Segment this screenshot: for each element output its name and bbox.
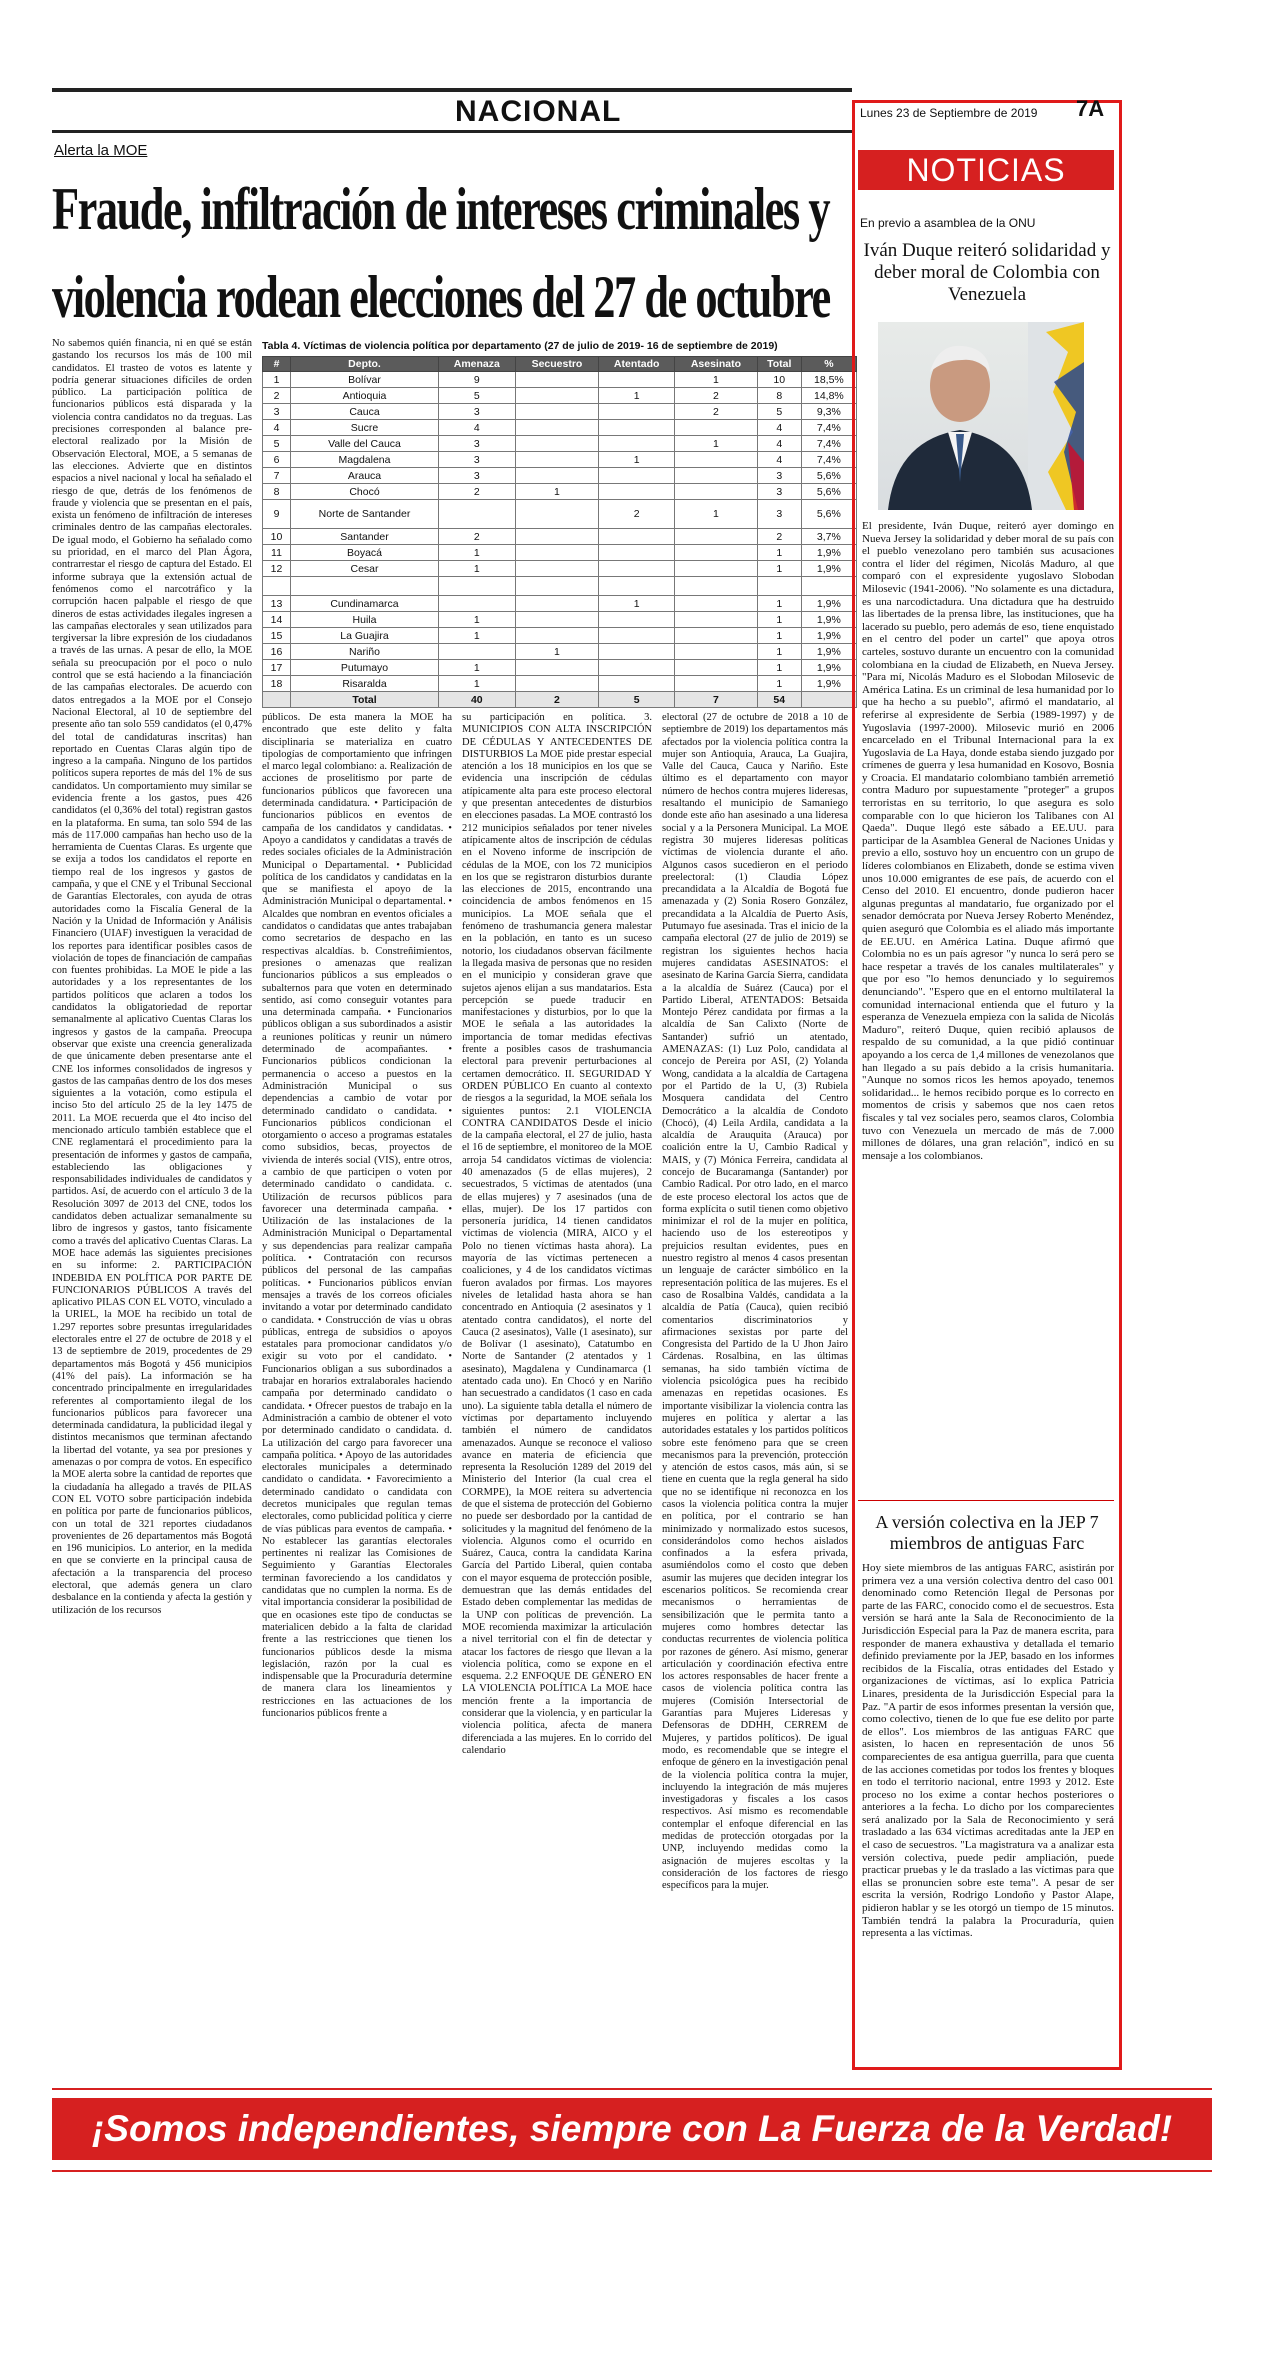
table-cell: 2	[599, 500, 675, 529]
table-cell: 1	[757, 596, 801, 612]
table-cell: 5	[438, 388, 515, 404]
table-cell	[675, 452, 758, 468]
table-cell: 1	[757, 660, 801, 676]
table-cell	[599, 545, 675, 561]
table-row	[263, 468, 857, 484]
table-cell: 1,9%	[801, 676, 856, 692]
table-cell: 14	[263, 612, 291, 628]
table-row	[263, 372, 857, 388]
sidebar-title: NOTICIAS	[858, 150, 1114, 190]
table-cell	[675, 612, 758, 628]
table-cell: Arauca	[291, 468, 439, 484]
table-cell	[438, 644, 515, 660]
table-total-cell	[801, 692, 856, 708]
table-cell: 5,6%	[801, 468, 856, 484]
table-total-cell: 5	[599, 692, 675, 708]
article-column-3	[462, 712, 652, 2082]
table-cell: 3	[757, 500, 801, 529]
table-cell	[675, 545, 758, 561]
table-total-cell: 7	[675, 692, 758, 708]
sidebar-body-2-text: Hoy siete miembros de las antiguas FARC, asistirán por primera vez a una versión colectiva dentro del caso 001 denominado como Retención Ilegal de Personas por parte de las FARC, conocido como el de secuestros. Esta versión se hará ante la Sala de Reconocimiento de la Jurisdicción Especial para la Paz de manera escrita, para responder de manera exhaustiva y detallada el temario definido previamente por la JEP, basado en los informes recibidos de la Fiscalía, otras entidades del Estado y organizaciones de víctimas, así lo explica Patricia Linares, presidenta de la Jurisdicción Especial para la Paz. "A partir de esos informes presentan la versión que, como colectivo, tienen de lo que fue ese delito por parte de ellos". Los miembros de las antiguas FARC que asisten, lo hacen en representación de unos 56 comparecientes de esa antigua guerrilla, para que cuenta de las acciones cometidas por todos los frentes y bloques en todo el territorio nacional, entre 1993 y 2012. Este proceso no los exime a contar hechos posteriores o anteriores a la fecha. Lo dicho por los comparecientes será analizado por la Sala de Reconocimiento y será trasladado a las 634 víctimas acreditadas ante la JEP en el caso de secuestros. "La magistratura va a analizar esta versión colectiva, puede pedir ampliación, puede practicar pruebas y le da traslado a las víctimas para que ellas se pronuncien sobre este tema". A pesar de ser escrita la versión, Rodrigo Londoño y Pastor Alape, pidieron hablar y se les otorgó un tiempo de 15 minutos. También tendrá la palabra la Procuraduría, quien representa a las víctimas.	[862, 1562, 1114, 1940]
table-cell	[599, 529, 675, 545]
page-date: Lunes 23 de Septiembre de 2019	[860, 106, 1038, 120]
table-cell: 11	[263, 545, 291, 561]
table-cell: 7	[263, 468, 291, 484]
table-cell: 1	[599, 596, 675, 612]
portrait-image	[878, 322, 1084, 510]
table-cell: Putumayo	[291, 660, 439, 676]
duque-photo	[878, 322, 1084, 510]
table-cell: 2	[438, 529, 515, 545]
section-title: NACIONAL	[455, 95, 622, 128]
table-header-cell: %	[801, 357, 856, 372]
table-cell	[515, 500, 599, 529]
table-header-cell: #	[263, 357, 291, 372]
table-cell	[515, 596, 599, 612]
table-cell: 8	[757, 388, 801, 404]
table-cell	[438, 500, 515, 529]
sidebar-body-text: El presidente, Iván Duque, reiteró ayer domingo en Nueva Jersey la solidaridad y deber moral de su país con el pueblo venezolano pero también sus acusaciones contra el líder del régimen, Nicolás Maduro, al que comparó con el expresidente yugoslavo Slobodan Milosevic (1941-2006). "No solamente es una dictadura, es una narcodictadura. Una dictadura que ha destruido las libertades de la prensa libre, las instituciones, que ha lacerado su pueblo, pero además de eso, tiene enquistado en el centro del poder un cartel" que apoya otros carteles, sostuvo durante un encuentro con la comunidad colombiana en la ciudad de Elizabeth, en Nueva Jersey. "Para mí, Nicolás Maduro es el Slobodan Milosevic de América Latina. Es un criminal de lesa humanidad por lo que ha hecho a su pueblo", afirmó el mandatario, al referirse al expresidente de Serbia (1989-1997) y de Yugoslavia (1997-2000). Milosevic murió en 2006 encarcelado en el Tribunal Internacional para la ex Yugoslavia de La Haya, donde estaba siendo juzgado por crímenes de guerra y lesa humanidad en Kosovo, Bosnia y Croacia. El mandatario colombiano también arremetió contra Maduro por supuestamente "proteger" a grupos terroristas en su territorio, lo que asegura es solo comparable con lo que hicieron los Talibanes con Al Qaeda". Duque llegó este sábado a EE.UU. para participar de la Asamblea General de Naciones Unidas y previo a ello, sostuvo hoy un encuentro con un grupo de líderes colombianos en Elizabeth, donde se estima viven unos 10.000 emigrantes de ese país, de acuerdo con el Censo del 2010. El encuentro, donde pudieron hacer algunas preguntas al mandatario, fue organizado por el senador demócrata por Nueva Jersey Roberto Menéndez, quien aseguró que Colombia es el aliado más importante de EE.UU. en América Latina. Duque afirmó que Colombia no es un país agresor "y nunca lo será pero se hace respetar a través de los canales multilaterales" y que por eso "lo hemos denunciado y lo seguiremos denunciando". "Espero que en el entorno multilateral la comunidad internacional entienda que el futuro y la esperanza de Venezuela empieza con la salida de Nicolás Maduro", reiteró Duque, quien recibió aplausos de respaldo de su comunidad, a la que pidió continuar apoyando a los cerca de 1,4 millones de venezolanos que han llegado a su país debido a la crisis humanitaria. "Aunque no somos ricos les hemos apoyado, tenemos solidaridad... le hemos recibido porque es lo correcto en momentos de crisis y sabemos que nos caen retos fiscales y tal vez sociales pero, seamos claros, Colombia tuvo con Venezuela un mercado de más de 7.000 millones de dólares, una gran relación", indicó en su mensaje a los colombianos.	[862, 520, 1114, 1162]
table-cell	[599, 644, 675, 660]
table-cell	[675, 529, 758, 545]
table-cell	[599, 372, 675, 388]
table-cell: 1	[515, 644, 599, 660]
table-cell: 6	[263, 452, 291, 468]
table-total-cell: 2	[515, 692, 599, 708]
table-cell: 3	[757, 468, 801, 484]
table-cell: 9,3%	[801, 404, 856, 420]
table-cell	[515, 372, 599, 388]
table-cell: 1	[757, 644, 801, 660]
table-cell: Norte de Santander	[291, 500, 439, 529]
table-cell: 4	[757, 420, 801, 436]
page-number: 7A	[1076, 96, 1105, 121]
table-cell: 12	[263, 561, 291, 577]
table-cell	[599, 676, 675, 692]
table-cell	[291, 577, 439, 596]
table-header-cell: Secuestro	[515, 357, 599, 372]
table-cell	[515, 545, 599, 561]
article-column-2	[262, 712, 452, 2082]
table-cell	[515, 388, 599, 404]
table-cell: 2	[263, 388, 291, 404]
table-cell: 7,4%	[801, 420, 856, 436]
table-cell: 1	[438, 676, 515, 692]
table-cell: Chocó	[291, 484, 439, 500]
table-cell: 1	[599, 388, 675, 404]
table-cell	[675, 628, 758, 644]
top-rule	[52, 88, 852, 92]
table-cell	[675, 644, 758, 660]
table-cell: 4	[263, 420, 291, 436]
table-cell: 1,9%	[801, 561, 856, 577]
table-row	[263, 420, 857, 436]
table-cell: 1	[757, 676, 801, 692]
table-cell: 5	[757, 404, 801, 420]
table-cell: Huila	[291, 612, 439, 628]
table-cell	[599, 628, 675, 644]
table-cell: Santander	[291, 529, 439, 545]
table-total-cell: 40	[438, 692, 515, 708]
table-cell: 3	[757, 484, 801, 500]
table-cell	[675, 676, 758, 692]
sidebar-article-2-body	[862, 1562, 1114, 2057]
table-cell: 1,9%	[801, 628, 856, 644]
table-cell	[599, 561, 675, 577]
table-cell: Antioquia	[291, 388, 439, 404]
table-cell: 1,9%	[801, 545, 856, 561]
table-row	[263, 452, 857, 468]
table-row	[263, 404, 857, 420]
table-cell: 3	[263, 404, 291, 420]
table-row	[263, 500, 857, 529]
banner-rule-bottom	[52, 2170, 1212, 2172]
table-cell: 1	[599, 452, 675, 468]
table-cell: 1,9%	[801, 612, 856, 628]
table-cell: 1,9%	[801, 644, 856, 660]
table-cell: 4	[757, 452, 801, 468]
column-3-text: su participación en política. 3. MUNICIPIOS CON ALTA INSCRIPCIÓN DE CÉDULAS Y ANTECEDENTES DE DISTURBIOS La MOE pide prestar especial atención a los 18 municipios en los que se evidencia una inscripción de cédulas atípicamente alta para este proceso electoral y que presentan antecedentes de disturbios en elecciones pasadas. La MOE contrastó los 212 municipios señalados por tener niveles atípicamente altos de inscripción de cédulas en el Noveno informe de inscripción de cédulas de la MOE, con los 72 municipios en los que se registraron disturbios durante las elecciones de 2015, encontrando una coincidencia de ambos fenómenos en 15 municipios. La MOE señala que el fenómeno de trashumancia genera malestar en la población, en tanto es un suceso notorio, los ciudadanos observan fácilmente la llegada masiva de personas que no residen en el municipio y consideran grave que sujetos ajenos elijan a sus mandatarios. Esta percepción se puede traducir en manifestaciones y disturbios, por lo que la MOE le señala a las autoridades la importancia de tomar medidas efectivas frente a posibles casos de trashumancia electoral para prevenir perturbaciones al certamen democrático. II. SEGURIDAD Y ORDEN PÚBLICO En cuanto al contexto de riesgos a la seguridad, la MOE señala los siguientes puntos: 2.1 VIOLENCIA CONTRA CANDIDATOS Desde el inicio de la campaña electoral, el 27 de julio, hasta el 16 de septiembre, el monitoreo de la MOE arroja 54 candidatos víctimas de violencia: 40 amenazados (5 de ellas mujeres), 2 secuestrados, 5 víctimas de atentados (una de ellas mujeres) y 7 asesinados (una de ellas, mujer). De los 17 partidos con personería jurídica, 14 tienen candidatos víctimas de violencia (MIRA, AICO y el Polo no tienen víctimas hasta ahora). La mayoría de las víctimas pertenecen a coaliciones, y 4 de los candidatos víctimas fueron avalados por firmas. Los mayores niveles de letalidad hasta ahora se han concentrado en Antioquia (2 asesinatos y 1 atentado contra candidatos), el norte del Cauca (2 asesinatos), Valle (1 asesinato), sur de Bolívar (1 asesinato), Catatumbo en Norte de Santander (2 atentados y 1 asesinato), Magdalena y Cundinamarca (1 atentado cada uno). En Chocó y en Nariño han secuestrado a candidatos (1 caso en cada uno). La siguiente tabla detalla el número de víctimas por departamento incluyendo también el número de candidatos amenazados. Aunque se reconoce el valioso avance en materia de eficiencia que representa la Resolución 1289 del 2019 del Ministerio del Interior (la cual crea el CORMPE), la MOE reitera su advertencia de que el sistema de protección del Gobierno no puede ser desbordado por la cantidad de solicitudes y la magnitud del fenómeno de la violencia. Algunos como el ocurrido en Suárez, Cauca, contra la candidata Karina García del Partido Liberal, quien contaba con el mayor esquema de protección posible, demuestran que las demás entidades del Estado deben complementar las medidas de la UNP con políticas de prevención. La MOE recomienda maximizar la articulación a nivel territorial con el fin de detectar y atacar los factores de riesgo que llevan a la violencia política, como se expone en el esquema. 2.2 ENFOQUE DE GÉNERO EN LA VIOLENCIA POLÍTICA La MOE hace mención frente a la importancia de considerar que la violencia, y en particular la violencia política, afecta de manera diferenciada a las mujeres. En lo corrido del calendario	[462, 712, 652, 1756]
table-cell: Valle del Cauca	[291, 436, 439, 452]
table-cell	[515, 676, 599, 692]
table-row	[263, 660, 857, 676]
table-row	[263, 596, 857, 612]
sidebar-divider	[858, 1500, 1114, 1501]
table-cell	[675, 660, 758, 676]
table-cell: 1	[438, 545, 515, 561]
table-row	[263, 388, 857, 404]
column-2-text: públicos. De esta manera la MOE ha encontrado que este delito y falta disciplinaria se materializa en cuatro tipologías de comportamiento que infringen el marco legal colombiano: a. Realización de acciones de proselitismo por parte de funcionarios públicos que favorecen una determinada candidatura. • Participación de funcionarios públicos en eventos de campaña de los candidatos y candidatas. • Apoyo a candidatos y candidatas a través de redes sociales oficiales de la Administración Municipal o Departamental. • Publicidad política de los candidatos y candidatas en la que se manifiesta el apoyo de la Administración Municipal o departamental. • Alcaldes que nombran en eventos oficiales a candidatos o candidatas que antes trabajaban como secretarios de despacho en las respectivas alcaldías. b. Constreñimientos, presiones o amenazas que realizan funcionarios públicos a sus empleados o subalternos para que voten en determinado sentido, así como conseguir votantes para una determinada campaña. • Funcionarios públicos obligan a sus subordinados a asistir a reuniones políticas y reunir un número determinado de acompañantes. • Funcionarios públicos condicionan la permanencia o acceso a puestos en la Administración Municipal o sus dependencias a cambio de votar por determinado candidato o candidata. • Funcionarios públicos condicionan el otorgamiento o acceso a programas estatales como subsidios, becas, proyectos de vivienda de interés social (VIS), entre otros, a cambio de que participen o voten por determinado candidato o candidata. c. Utilización de recursos públicos para favorecer una determinada campaña. • Utilización de las instalaciones de la Administración Municipal o Departamental y sus dependencias para realizar campaña política. • Contratación con recursos públicos del personal de las campañas políticas. • Funcionarios públicos envían mensajes a través de los correos oficiales invitando a votar por determinado candidato o candidata. • Construcción de vías u obras públicas, entrega de subsidios o apoyos estatales para promocionar candidatos y/o exigir su voto por el candidato. • Funcionarios obligan a sus subordinados a trabajar en horarios extralaborales haciendo campaña por determinado candidato o candidata. • Ofrecer puestos de trabajo en la Administración a cambio de obtener el voto por determinado candidato o candidata. d. La utilización del cargo para favorecer una campaña política. • Apoyo de las autoridades electorales municipales a determinado candidato o candidata. • Favorecimiento a determinado candidato o candidata con decretos municipales que regulan temas electorales, como publicidad política y cierre de vías públicas para eventos de campaña. • No establecer las garantías electorales pertinentes ni realizar las Comisiones de Seguimiento y Garantías Electorales terminan favoreciendo a los candidatos y candidatas que no cumplen la norma. Es de vital importancia considerar la posibilidad de que en ocasiones este tipo de conductas se materialicen debido a la falta de claridad frente a las restricciones que tienen los funcionarios públicos desde la misma legislación, razón por la cual es indispensable que la Procuraduría determine de manera clara los lineamientos y restricciones en las actuaciones de los funcionarios públicos frente a	[262, 712, 452, 1720]
table-cell: 1	[438, 660, 515, 676]
sidebar-kicker: En previo a asamblea de la ONU	[860, 216, 1036, 230]
table-cell	[515, 561, 599, 577]
table-cell: 17	[263, 660, 291, 676]
column-4-text: electoral (27 de octubre de 2018 a 10 de septiembre de 2019) los departamentos más afectados por la violencia política contra la mujer son Antioquia, Arauca, La Guajira, Valle del Cauca, Cauca y Nariño. Este último es el departamento con mayor número de hechos contra mujeres lideresas, resaltando el municipio de Samaniego donde este año han asesinado a una lideresa social y a la Personera Municipal. La MOE registra 30 mujeres lideresas políticas víctimas de violencia durante el año. Algunos casos sucedieron en el periodo preelectoral: (1) Claudia López precandidata a la Alcaldía de Bogotá fue amenazada y (2) Sonia Rosero González, precandidata a la Alcaldía de Puerto Asís, Putumayo fue asesinada. Tras el inicio de la campaña electoral (27 de julio de 2019) se registran los siguientes hechos hacia mujeres candidatas ASESINATOS: el asesinato de Karina García Sierra, candidata a la alcaldía de Suárez (Cauca) por el Partido Liberal, ATENTADOS: Betsaida Montejo Pérez candidata por firmas a la alcaldía de San Calixto (Norte de Santander) sufrió un atentado, AMENAZAS: (1) Luz Polo, candidata al concejo de Pereira por ASI, (2) Yolanda Wong, candidata a la alcaldía de Cartagena por el Partido de la U, (3) Rubiela Mosquera candidata del Centro Democrático a la alcaldía de Condoto (Chocó), (4) Leila Ardila, candidata a la alcaldía de Arauquita (Arauca) por coalición entre la U, Cambio Radical y MAIS, y (7) Mónica Ferreira, candidata al concejo de Bucaramanga (Santander) por Cambio Radical. Por otro lado, en el marco de este proceso electoral los actos que de forma explícita o sutil tienen como objetivo minimizar el rol de la mujer en política, haciendo uso de los estereotipos y prejuicios resultan evidentes, pues en nuestro registro al menos 4 casos presentan un lenguaje de carácter simbólico en la representación política de las mujeres. Es el caso de Rosalbina Valdés, candidata a la alcaldía de Patía (Cauca), quien recibió comentarios discriminatorios y afirmaciones sexistas por parte del Congresista del Partido de la U Jhon Jairo Cárdenas. Rosalbina, en las últimas semanas, ha sido también víctima de violencia psicológica pues ha recibido amenazas en repetidas ocasiones. Es importante visibilizar la violencia contra las mujeres en política y alertar a las autoridades estatales y los partidos políticos sobre este fenómeno para que se creen mecanismos para la prevención, protección y atención de estos casos, más aún, si se tiene en cuenta que la regla general ha sido que no se identifique ni reconozca en los casos la violencia política contra la mujer en política, por el contrario se han minimizado y normalizado estos sucesos, considerándolos como hechos aislados confinados a la esfera privada, asumiéndolos como el costo que deben asumir las mujeres que deciden integrar los escenarios políticos. Se recomienda crear mecanismos o herramientas de sensibilización que le permita tanto a mujeres como hombres detectar las conductas recurrentes de violencia política por razones de género. Así mismo, generar articulación y coordinación efectiva entre los actores responsables de hacer frente a casos de violencia política contra las mujeres (Comisión Intersectorial de Garantías para Mujeres Lideresas y Defensoras de DDHH, CERREM de Mujeres, y partidos políticos). De igual modo, es recomendable que se integre el enfoque de género en la investigación penal de la violencia política contra la mujer, incluyendo la integración de más mujeres investigadoras y fiscales a los casos respectivos. Así mismo es recomendable contemplar el enfoque diferencial en las medidas de protección otorgadas por la UNP, incluyendo medidas como la asignación de mujeres escoltas y la consideración de los factores de riesgo específicos para la mujer.	[662, 712, 848, 1892]
table-cell	[515, 577, 599, 596]
table-cell: 4	[438, 420, 515, 436]
table-cell: Bolívar	[291, 372, 439, 388]
table-cell	[515, 660, 599, 676]
headline-line-2: violencia rodean elecciones del 27 de octubre	[52, 264, 830, 330]
table-cell	[515, 468, 599, 484]
table-row	[263, 436, 857, 452]
table-cell: 1	[675, 372, 758, 388]
table-row	[263, 644, 857, 660]
table-cell: 9	[263, 500, 291, 529]
table-header-cell: Atentado	[599, 357, 675, 372]
table-cell: 1	[438, 561, 515, 577]
table-row	[263, 676, 857, 692]
article-headline	[52, 165, 830, 341]
table-cell	[599, 468, 675, 484]
table-row	[263, 577, 857, 596]
table-cell: Cundinamarca	[291, 596, 439, 612]
table-cell: 5	[263, 436, 291, 452]
table-cell	[515, 612, 599, 628]
table-cell: 1,9%	[801, 660, 856, 676]
table-cell: Cauca	[291, 404, 439, 420]
table-cell: 5,6%	[801, 484, 856, 500]
table-row	[263, 612, 857, 628]
table-cell	[675, 577, 758, 596]
table-cell: 1	[438, 612, 515, 628]
table-cell	[599, 577, 675, 596]
table-cell: 1	[757, 628, 801, 644]
table-cell: 4	[757, 436, 801, 452]
table-row	[263, 628, 857, 644]
table-cell: 3	[438, 436, 515, 452]
table-cell: 1	[757, 612, 801, 628]
table-cell: Magdalena	[291, 452, 439, 468]
table-cell: 18	[263, 676, 291, 692]
table-header-cell: Total	[757, 357, 801, 372]
table-cell: 13	[263, 596, 291, 612]
table-cell: 1	[757, 545, 801, 561]
table-cell	[599, 484, 675, 500]
sidebar-headline: Iván Duque reiteró solidaridad y deber moral de Colombia con Venezuela	[863, 240, 1111, 305]
article-kicker: Alerta la MOE	[54, 142, 148, 159]
column-1-text: No sabemos quién financia, ni en qué se están gastando los recursos los más de 100 mil candidatos. El trasteo de votos es latente y podría generar situaciones difíciles de orden público. La participación política de funcionarios públicos está disparada y la violencia contra candidatos no da treguas. Las precisiones corresponden al balance pre-electoral realizado por la Misión de Observación Electoral, MOE, a 5 semanas de las elecciones. Advierte que en distintos espacios a nivel nacional y local ha señalado el riesgo de que, detrás de los fenómenos de fraude y violencia que se presentan en el país, exista un fenómeno de infiltración de intereses criminales dentro de las campañas electorales. De igual modo, el Gobierno ha señalado como su prioridad, en el marco del Plan Ágora, contrarrestar el riesgo de captura del Estado. El informe subraya que la extensión actual de fenómenos como el narcotráfico y la corrupción hacen palpable el riesgo de que dineros de estas actividades ilegales ingresen a las campañas electorales y sean utilizados para tergiversar la libre expresión de los ciudadanos a través de las urnas. A pesar de ello, la MOE señala su preocupación por el poco o nulo control que se está haciendo a la financiación de las campañas electorales. De acuerdo con datos entregados a la MOE por el Consejo Nacional Electoral, al 10 de septiembre del presente año tan solo 559 candidatos (el 0,47% del total de candidaturas inscritas) han reportado en Cuentas Claras algún tipo de ingreso a la campaña. Ninguno de los partidos políticos supera reportes de más del 1% de sus candidatos. Un comportamiento muy similar se evidencia frente a los gastos, pues 426 candidatos (el 0,36% del total) registran gastos en la plataforma. En suma, tan solo 594 de las más de 117.000 campañas han hecho uso de la herramienta de Cuentas Claras. Es urgente que se exija a todos los candidatos el reporte en tiempo real de los ingresos y gastos de campaña, y que el CNE y el Tribunal Seccional de Garantías Electorales, con ayuda de otras autoridades como la Fiscalía General de la Nación y la Unidad de Información y Análisis Financiero (UIAF) investiguen la veracidad de los reportes para identificar posibles casos de violación de topes de financiación de campañas con fuentes prohibidas. La MOE le pide a las autoridades y a los representantes de los partidos políticos que aclaren a todos los candidatos la obligatoriedad de reportar semanalmente al aplicativo Cuentas Claras los ingresos y gastos de la campaña. Preocupa observar que existe una creencia generalizada de que únicamente deben presentarse ante el CNE los informes consolidados de ingresos y gastos de las campañas dentro de los dos meses siguientes a la votación, como estipula el inciso 5to del artículo 25 de la ley 1475 de 2011. La MOE recuerda que el 4to inciso del mencionado artículo también establece que el CNE reglamentará el procedimiento para la presentación de informes y gastos de campaña, estableciendo las obligaciones y responsabilidades individuales de candidatos y partidos. Así, de acuerdo con el artículo 3 de la Resolución 3097 de 2013 del CNE, todos los candidatos deben actualizar semanalmente su libro de ingresos y gastos, tanto físicamente como a través del aplicativo Cuentas Claras. La MOE hace además las siguientes precisiones en su informe: 2. PARTICIPACIÓN INDEBIDA EN POLÍTICA POR PARTE DE FUNCIONARIOS PÚBLICOS A través del aplicativo PILAS CON EL VOTO, vinculado a la URIEL, la MOE ha recibido un total de 1.297 reportes sobre presuntas irregularidades electorales entre el 27 de octubre de 2018 y el 13 de septiembre de 2019, procedentes de 29 departamentos más Bogotá y 456 municipios (41% del país). La información se ha concentrado principalmente en irregularidades referentes al comportamiento ilegal de los funcionarios públicos para favorecer una determinada candidatura, la publicidad ilegal y distintos mecanismos que terminan afectando la libertad del votante, ya sea por presiones y amenazas o por compra de votos. En específico la MOE alerta sobre la cantidad de reportes que la ciudadanía ha allegado a través de PILAS CON EL VOTO sobre participación indebida en política por parte de funcionarios públicos, con un total de 321 reportes ciudadanos provenientes de 26 departamentos más Bogotá en 196 municipios. Lo anterior, en la medida en que se convierte en la principal causa de afectación a la transparencia del proceso electoral, que además genera un claro desbalance en la contienda y afecta la gestión y utilización de los recursos	[52, 338, 252, 1616]
table-cell	[515, 452, 599, 468]
table-cell: Risaralda	[291, 676, 439, 692]
table-cell	[599, 660, 675, 676]
table-cell: 1	[263, 372, 291, 388]
table-cell: 14,8%	[801, 388, 856, 404]
table-cell	[515, 628, 599, 644]
table-header-cell: Asesinato	[675, 357, 758, 372]
table-cell: 10	[757, 372, 801, 388]
table-cell: 5,6%	[801, 500, 856, 529]
table-cell: 2	[675, 388, 758, 404]
table-cell	[438, 577, 515, 596]
table-cell: 3,7%	[801, 529, 856, 545]
table-cell	[515, 529, 599, 545]
table-cell: Nariño	[291, 644, 439, 660]
table-cell	[599, 612, 675, 628]
section-rule	[52, 130, 852, 133]
table-cell	[263, 577, 291, 596]
slogan-banner: ¡Somos independientes, siempre con La Fuerza de la Verdad!	[52, 2098, 1212, 2160]
sidebar-article-body	[862, 520, 1114, 1495]
table-cell: 1	[515, 484, 599, 500]
table-row	[263, 561, 857, 577]
table-cell: 3	[438, 452, 515, 468]
table-cell	[515, 436, 599, 452]
table-cell	[757, 577, 801, 596]
table-cell: 3	[438, 468, 515, 484]
victims-table	[262, 356, 857, 708]
table-cell	[515, 420, 599, 436]
table-cell: 1	[675, 500, 758, 529]
table-cell: 7,4%	[801, 436, 856, 452]
table-cell: 2	[757, 529, 801, 545]
table-cell: Sucre	[291, 420, 439, 436]
table-total-cell	[263, 692, 291, 708]
headline-line-1: Fraude, infiltración de intereses criminales y	[52, 176, 830, 242]
table-cell: Boyacá	[291, 545, 439, 561]
table-header-cell: Amenaza	[438, 357, 515, 372]
table-total-cell: Total	[291, 692, 439, 708]
table-cell: 7,4%	[801, 452, 856, 468]
table-header-row	[263, 357, 857, 372]
table-cell: La Guajira	[291, 628, 439, 644]
table-cell	[599, 436, 675, 452]
table-cell: 8	[263, 484, 291, 500]
table-cell: 1	[675, 436, 758, 452]
table-cell: 1	[438, 628, 515, 644]
table-cell: 1,9%	[801, 596, 856, 612]
table-cell: 9	[438, 372, 515, 388]
table-cell	[515, 404, 599, 420]
table-cell	[675, 468, 758, 484]
table-cell: 16	[263, 644, 291, 660]
table-row	[263, 545, 857, 561]
table-row	[263, 484, 857, 500]
table-cell: Cesar	[291, 561, 439, 577]
table-row	[263, 529, 857, 545]
table-cell	[675, 596, 758, 612]
table-cell	[675, 484, 758, 500]
table-cell	[438, 596, 515, 612]
table-total-cell: 54	[757, 692, 801, 708]
table-cell	[599, 420, 675, 436]
table-cell	[675, 420, 758, 436]
banner-rule-top	[52, 2088, 1212, 2090]
sidebar-headline-2: A versión colectiva en la JEP 7 miembros de antiguas Farc	[875, 1512, 1099, 1553]
table-cell	[801, 577, 856, 596]
table-cell: 2	[675, 404, 758, 420]
table-cell: 3	[438, 404, 515, 420]
table-cell	[675, 561, 758, 577]
table-cell: 1	[757, 561, 801, 577]
table-cell: 15	[263, 628, 291, 644]
article-column-4	[662, 712, 848, 2082]
table-cell: 10	[263, 529, 291, 545]
article-column-1	[52, 338, 252, 2083]
table-title: Tabla 4. Víctimas de violencia política por departamento (27 de julio de 2019- 16 de septiembre de 2019)	[262, 340, 778, 352]
table-cell: 18,5%	[801, 372, 856, 388]
table-header-cell: Depto.	[291, 357, 439, 372]
table-cell: 2	[438, 484, 515, 500]
table-total-row	[263, 692, 857, 708]
table-cell	[599, 404, 675, 420]
